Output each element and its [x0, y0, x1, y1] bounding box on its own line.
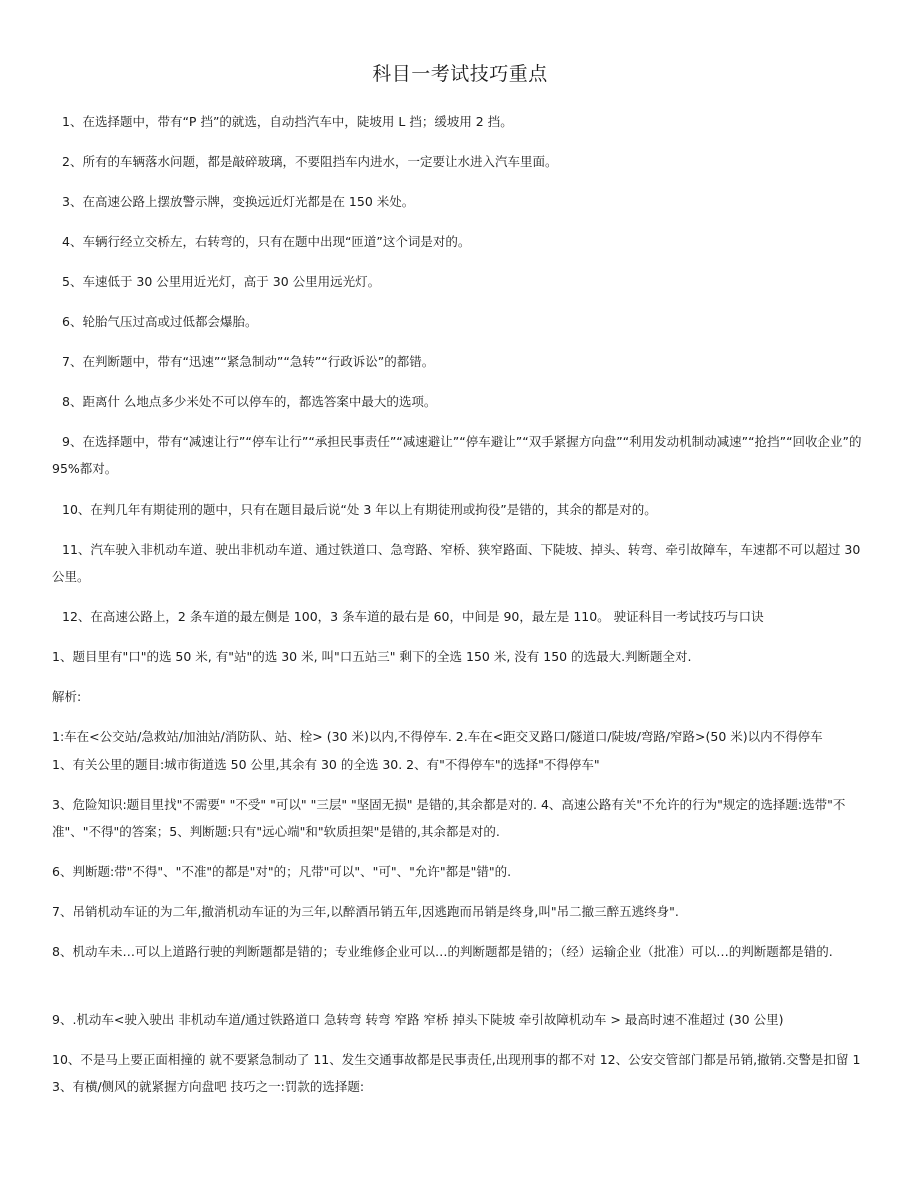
paragraph: 12、在高速公路上，2 条车道的最左侧是 100，3 条车道的最右是 60，中间是 90，最左是 110。 驶证科目一考试技巧与口诀	[62, 609, 764, 624]
paragraph: 6、轮胎气压过高或过低都会爆胎。	[62, 314, 258, 329]
paragraph: 2、所有的车辆落水问题，都是敲碎玻璃，不要阻挡车内进水，一定要让水进入汽车里面。	[62, 154, 558, 169]
paragraph: 1、题目里有"口"的选 50 米, 有"站"的选 30 米, 叫"口五站三" 剩下的全选 150 米, 没有 150 的选最大.判断题全对.	[52, 649, 692, 664]
paragraph: 11、汽车驶入非机动车道、驶出非机动车道、通过铁道口、急弯路、窄桥、狭窄路面、下陡坡、掉头、转弯、牵引故障车，车速都不可以超过 30 公里。	[52, 542, 861, 584]
paragraph: 3、在高速公路上摆放警示牌，变换远近灯光都是在 150 米处。	[62, 194, 415, 209]
paragraph: 1、在选择题中，带有“P 挡”的就选，自动挡汽车中，陡坡用 L 挡；缓坡用 2 挡。	[62, 114, 513, 129]
paragraph: 10、不是马上要正面相撞的 就不要紧急制动了 11、发生交通事故都是民事责任,出现刑事的都不对 12、公安交管部门都是吊销,撤销.交警是扣留 13、有横/侧风的就紧握方向盘吧 技巧之一:罚款的选择题:	[52, 1052, 861, 1094]
paragraph: 10、在判几年有期徒刑的题中，只有在题目最后说“处 3 年以上有期徒刑或拘役”是错的，其余的都是对的。	[62, 502, 657, 517]
paragraph: 8、机动车未…可以上道路行驶的判断题都是错的；专业维修企业可以…的判断题都是错的；（经）运输企业（批准）可以…的判断题都是错的.	[52, 944, 833, 959]
paragraph: 解析:	[52, 689, 82, 704]
paragraph: 9、.机动车<驶入驶出 非机动车道/通过铁路道口 急转弯 转弯 窄路 窄桥 掉头下陡坡 牵引故障机动车 > 最高时速不准超过 (30 公里)	[52, 1012, 784, 1027]
paragraph: 1、有关公里的题目:城市街道选 50 公里,其余有 30 的全选 30. 2、有"不得停车"的选择"不得停车"	[52, 757, 600, 772]
paragraph: 4、车辆行经立交桥左，右转弯的，只有在题中出现“匝道”这个词是对的。	[62, 234, 471, 249]
paragraph: 7、吊销机动车证的为二年,撤消机动车证的为三年,以醉酒吊销五年,因逃跑而吊销是终身,叫"吊二撤三醉五逃终身".	[52, 904, 679, 919]
paragraph: 3、危险知识:题目里找"不需要" "不受" "可以" "三层" "坚固无损" 是错的,其余都是对的. 4、高速公路有关"不允许的行为"规定的选择题:选带"不准"、"不得"的答案；5、判断题:只有"远心端"和"软质担架"是错的,其余都是对的.	[52, 797, 846, 839]
paragraph: 7、在判断题中，带有“迅速”“紧急制动”“急转”“行政诉讼”的都错。	[62, 354, 435, 369]
paragraph: 6、判断题:带"不得"、"不准"的都是"对"的；凡带"可以"、"可"、"允许"都是"错"的.	[52, 864, 512, 879]
page-title: 科目一考试技巧重点	[372, 63, 548, 85]
paragraph: 8、距离什 么地点多少米处不可以停车的，都选答案中最大的选项。	[62, 394, 437, 409]
paragraph: 9、在选择题中，带有“减速让行”“停车让行”“承担民事责任”“减速避让”“停车避让”“双手紧握方向盘”“利用发动机制动减速”“抢挡”“回收企业”的 95%都对。	[52, 434, 862, 476]
paragraph: 5、车速低于 30 公里用近光灯，高于 30 公里用远光灯。	[62, 274, 381, 289]
paragraph: 1:车在<公交站/急救站/加油站/消防队、站、栓> (30 米)以内,不得停车. 2.车在<距交叉路口/隧道口/陡坡/弯路/窄路>(50 米)以内不得停车	[52, 729, 823, 744]
